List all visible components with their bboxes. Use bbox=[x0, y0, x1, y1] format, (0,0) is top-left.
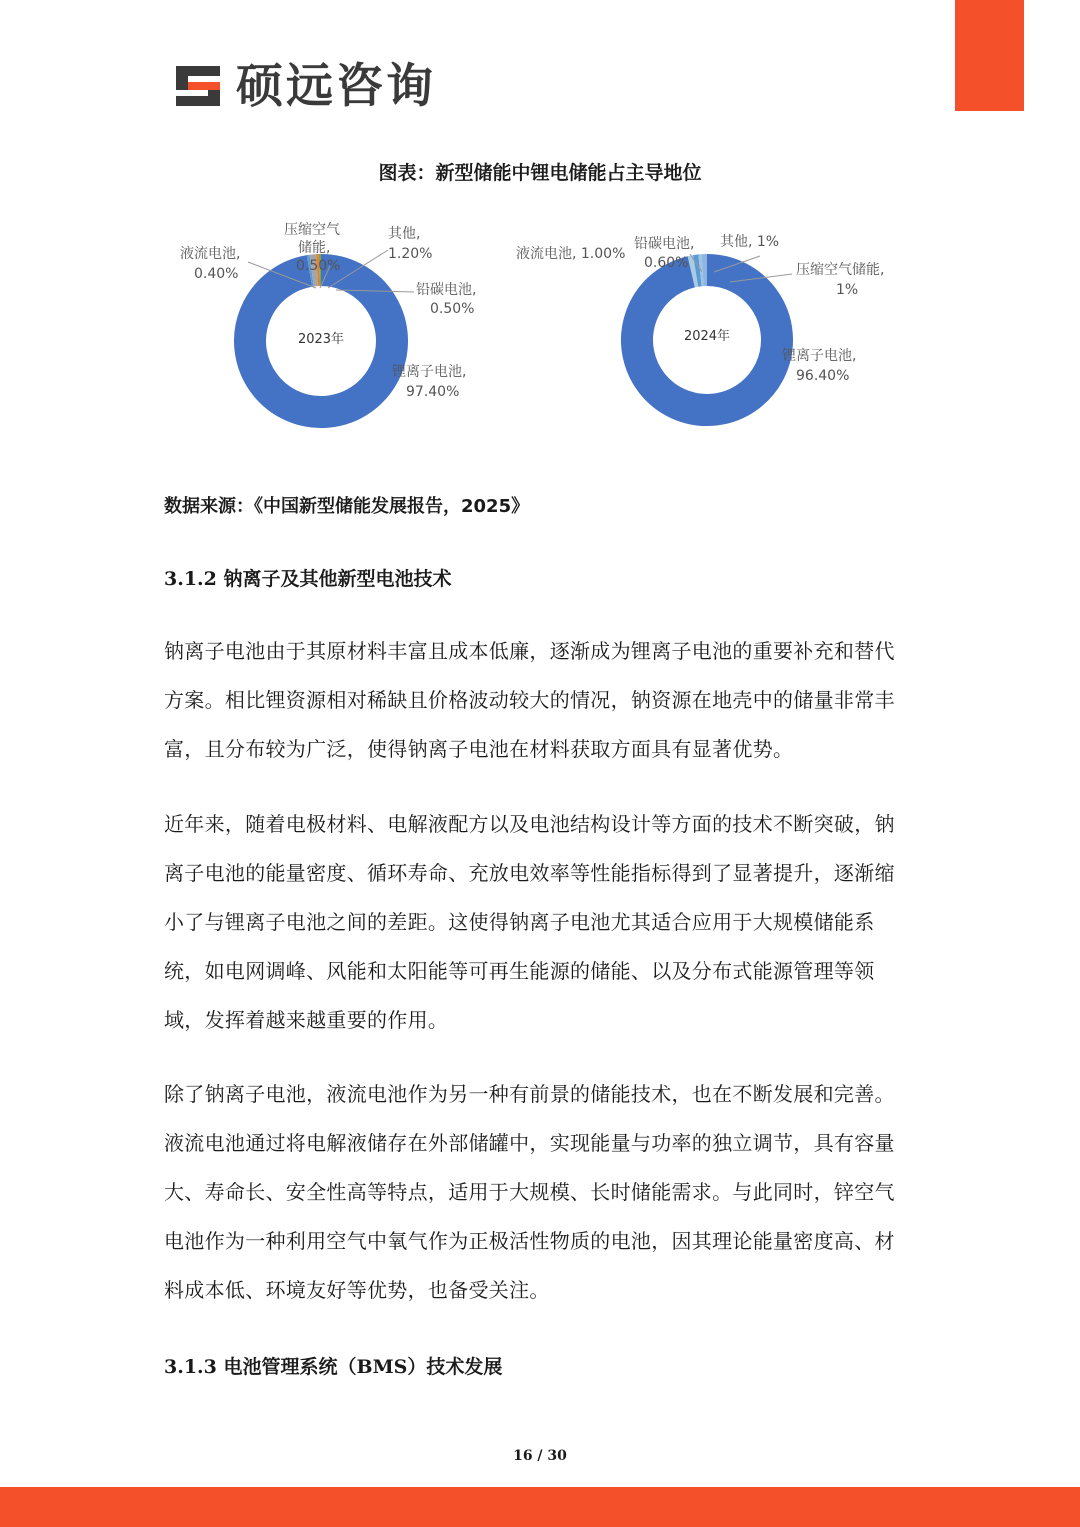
label-2023-pbc-name: 铅碳电池, bbox=[416, 282, 477, 298]
label-2023-pbc-value: 0.50% bbox=[430, 301, 475, 317]
label-2023-air-value: 0.50% bbox=[296, 258, 341, 274]
paragraph-flow-zinc: 除了钠离子电池，液流电池作为另一种有前景的储能技术，也在不断发展和完善。液流电池通过将电解液储存在外部储罐中，实现能量与功率的独立调节，具有容量大、寿命长、安全性高等特点，适用于大规模、长时储能需求。与此同时，锌空气电池作为一种利用空气中氧气作为正极活性物质的电池，因其理论能量密度高、材料成本低、环境友好等优势，也备受关注。 bbox=[164, 1082, 895, 1302]
center-label-2024: 2024年 bbox=[683, 329, 731, 344]
label-2024-liion-name: 锂离子电池, bbox=[782, 348, 857, 364]
label-2024-other: 其他, 1% bbox=[720, 234, 780, 250]
page-number: 16 / 30 bbox=[513, 1448, 567, 1464]
section-heading-3-1-2: 3.1.2 钠离子及其他新型电池技术 bbox=[164, 568, 452, 590]
label-2024-air-value: 1% bbox=[836, 282, 859, 298]
label-2024-pbc-value: 0.60% bbox=[644, 255, 689, 271]
label-2023-flow-value: 0.40% bbox=[194, 266, 239, 282]
label-2023-flow-name: 液流电池, bbox=[180, 246, 241, 262]
center-label-2023: 2023年 bbox=[297, 332, 345, 347]
label-2023-air-name2: 储能, bbox=[298, 240, 331, 256]
brand-name: 硕远咨询 bbox=[236, 58, 436, 114]
label-2023-liion-value: 97.40% bbox=[406, 384, 460, 400]
label-2023-other-name: 其他, bbox=[388, 226, 421, 242]
donut-slice-1-1 bbox=[691, 271, 695, 272]
paragraph-sodium-progress: 近年来，随着电极材料、电解液配方以及电池结构设计等方面的技术不断突破，钠离子电池的能量密度、循环寿命、充放电效率等性能指标得到了显著提升，逐渐缩小了与锂离子电池之间的差距。这使得钠离子电池尤其适合应用于大规模储能系统，如电网调峰、风能和太阳能等可再生能源的储能、以及分布式能源管理等领域，发挥着越来越重要的作用。 bbox=[164, 812, 895, 1032]
corner-accent-block bbox=[955, 0, 1024, 111]
section-heading-3-1-3: 3.1.3 电池管理系统（BMS）技术发展 bbox=[164, 1356, 503, 1378]
label-2023-air-name: 压缩空气 bbox=[284, 222, 340, 238]
s-logo-icon bbox=[172, 60, 224, 112]
label-2024-flow: 液流电池, 1.00% bbox=[516, 246, 626, 262]
chart-area bbox=[170, 210, 930, 430]
paragraph-sodium-intro: 钠离子电池由于其原材料丰富且成本低廉，逐渐成为锂离子电池的重要补充和替代方案。相比锂资源相对稀缺且价格波动较大的情况，钠资源在地壳中的储量非常丰富，且分布较为广泛，使得钠离子电池在材料获取方面具有显著优势。 bbox=[164, 639, 895, 761]
chart-title: 图表：新型储能中锂电储能占主导地位 bbox=[378, 162, 702, 184]
label-2024-pbc-name: 铅碳电池, bbox=[634, 236, 695, 252]
footer-accent-bar bbox=[0, 1487, 1080, 1527]
label-2024-liion-value: 96.40% bbox=[796, 368, 850, 384]
label-2024-air-name: 压缩空气储能, bbox=[796, 262, 885, 278]
donut-slice-1-2 bbox=[696, 270, 700, 271]
data-source-note: 数据来源：《中国新型储能发展报告，2025》 bbox=[164, 496, 530, 517]
brand-logo bbox=[172, 58, 436, 114]
label-2023-other-value: 1.20% bbox=[388, 246, 433, 262]
label-2023-liion-name: 锂离子电池, bbox=[392, 364, 467, 380]
